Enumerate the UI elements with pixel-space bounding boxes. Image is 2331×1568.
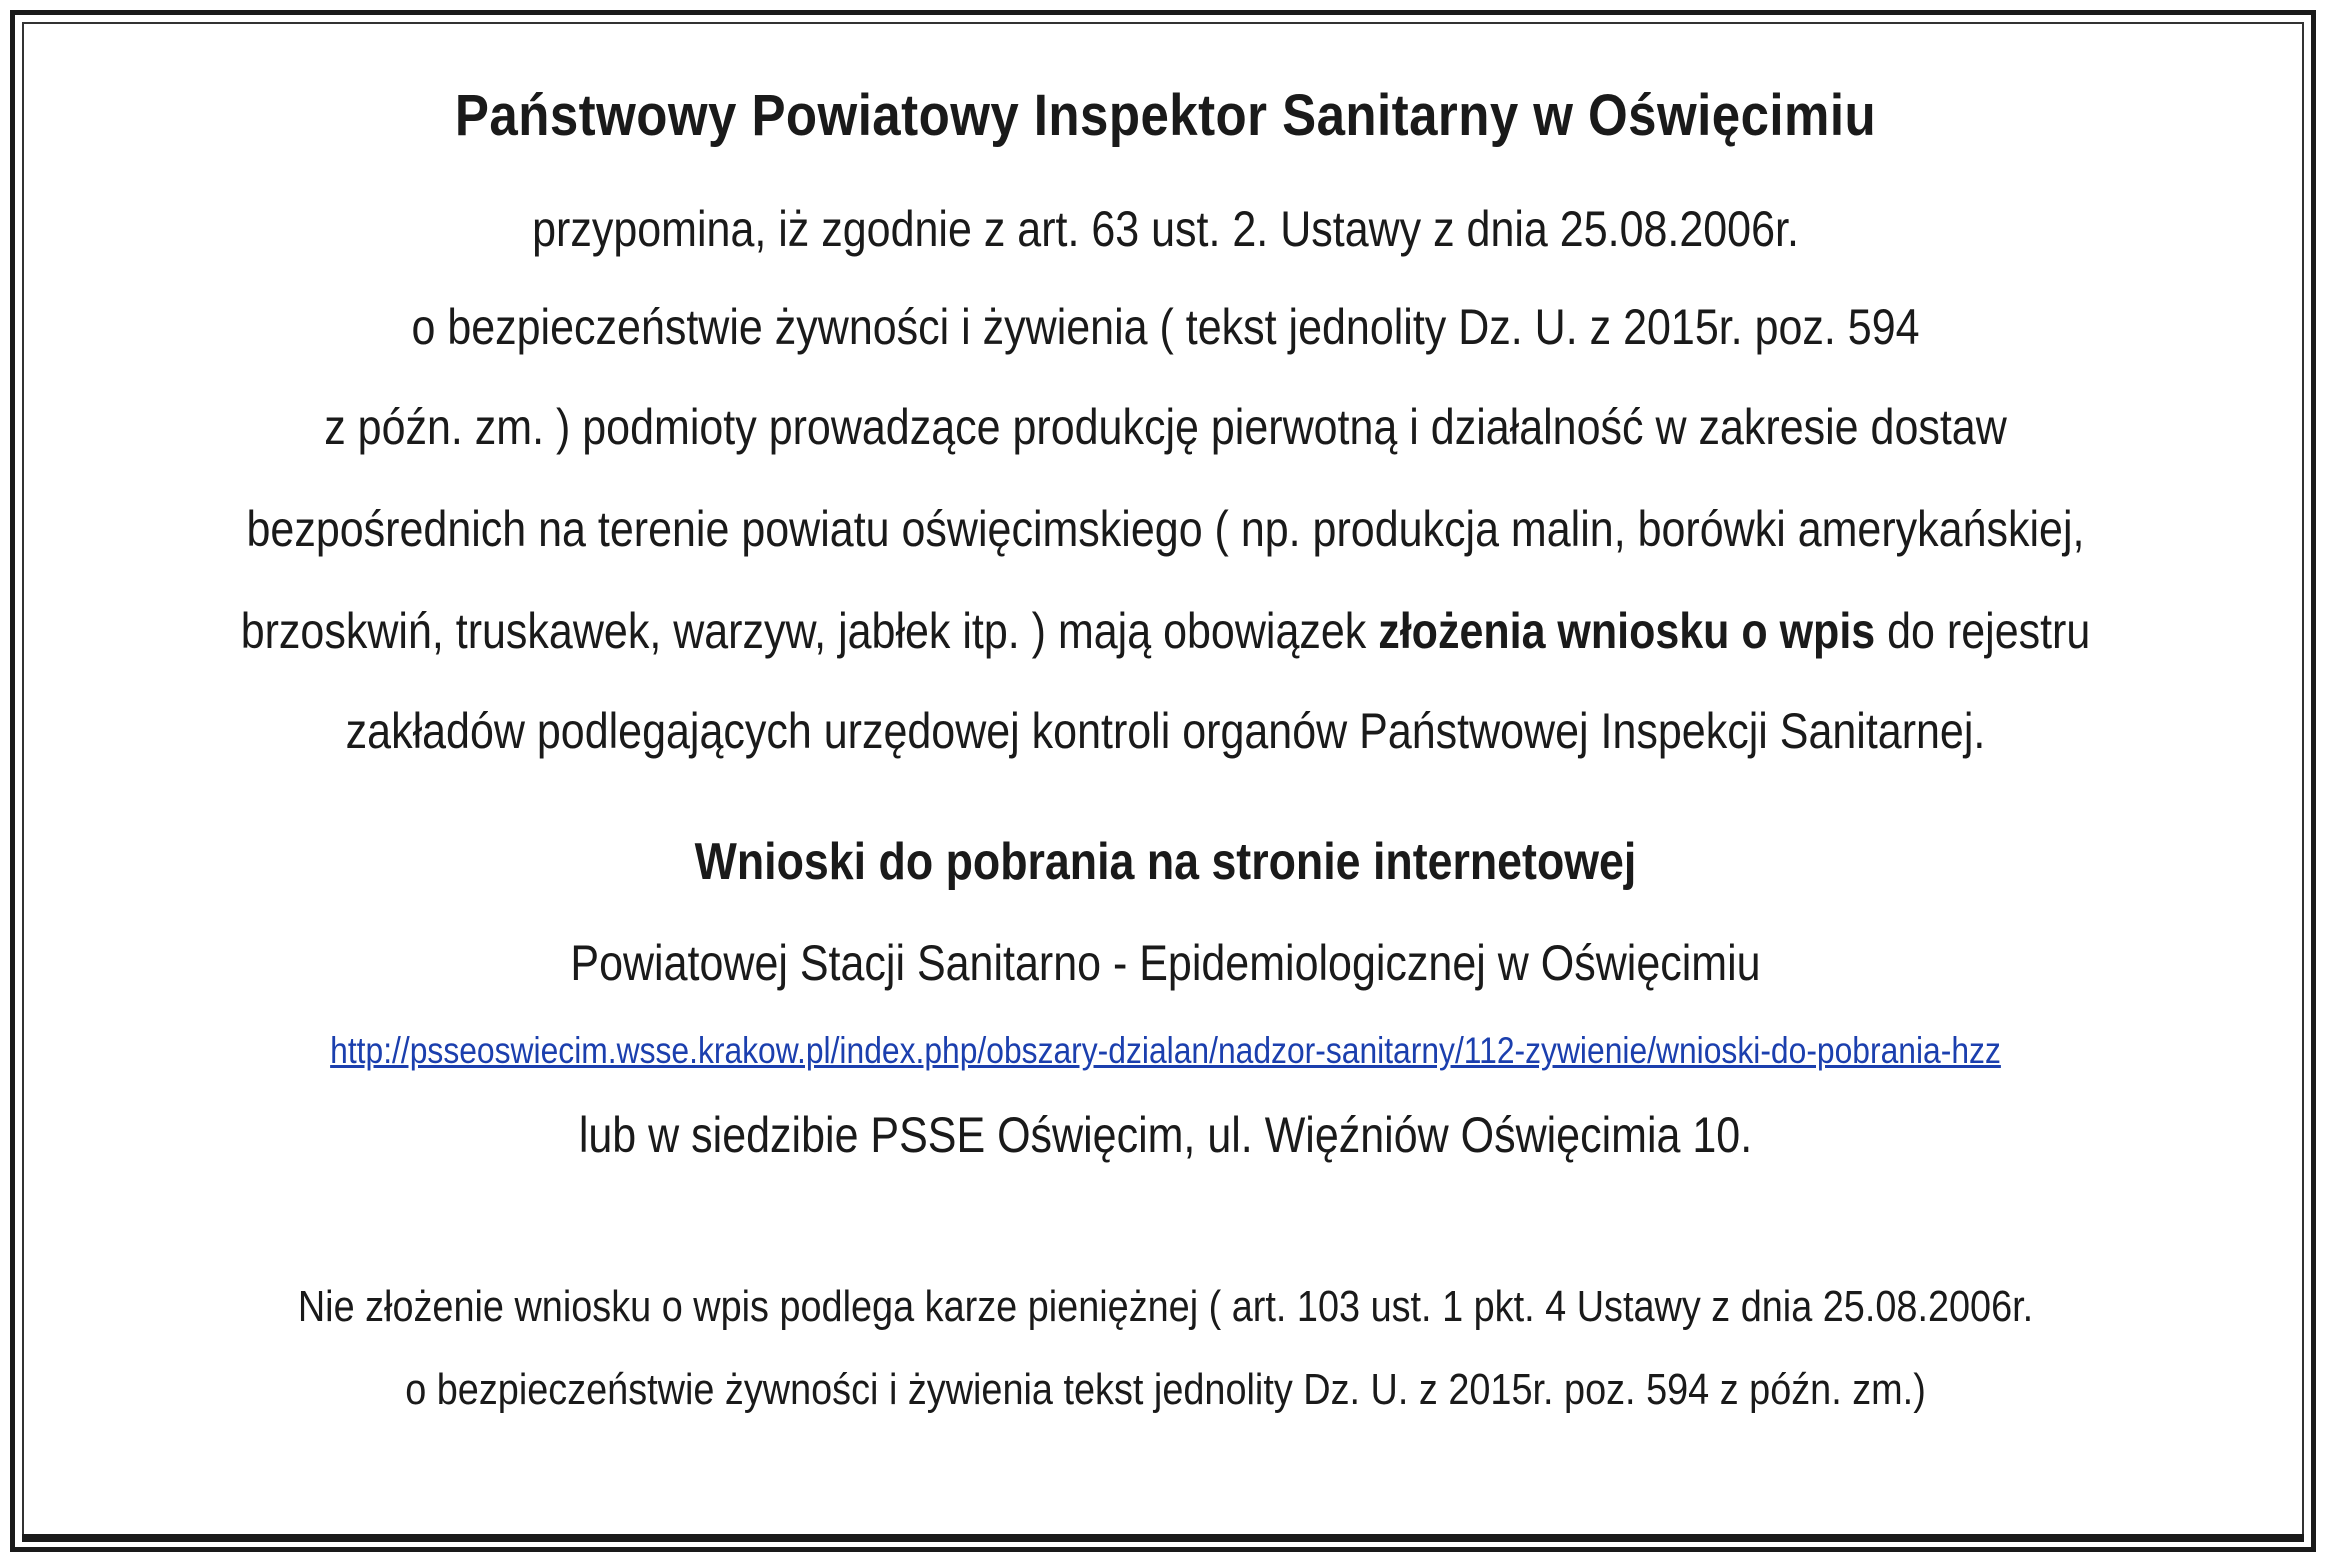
obligation-emphasis: złożenia wniosku o wpis <box>1378 603 1876 659</box>
paragraph-line-5-start: brzoskwiń, truskawek, warzyw, jabłek itp. ) mają obowiązek <box>240 603 1379 659</box>
download-heading: Wnioski do pobrania na stronie internetowej <box>694 833 1637 891</box>
paragraph-line-6: zakładów podlegających urzędowej kontroli organów Państwowej Inspekcji Sanitarnej. <box>345 703 1986 759</box>
notice-title: Państwowy Powiatowy Inspektor Sanitarny w Oświęcimiu <box>454 83 1877 148</box>
footnote-line-2: o bezpieczeństwie żywności i żywienia tekst jednolity Dz. U. z 2015r. poz. 594 z późn. zm.) <box>405 1365 1926 1414</box>
download-link[interactable]: http://psseoswiecim.wsse.krakow.pl/index.php/obszary-dzialan/nadzor-sanitarny/112-zywienie/wnioski-do-pobrania-hzz <box>330 1030 2001 1071</box>
paragraph-line-4: bezpośrednich na terenie powiatu oświęcimskiego ( np. produkcja malin, borówki amerykańskiej, <box>246 501 2085 557</box>
paragraph-line-2: o bezpieczeństwie żywności i żywienia ( tekst jednolity Dz. U. z 2015r. poz. 594 <box>411 299 1920 355</box>
paragraph-line-5 <box>198 602 2134 660</box>
station-name: Powiatowej Stacji Sanitarno - Epidemiologicznej w Oświęcimiu <box>570 935 1761 991</box>
paragraph-line-5-end: do rejestru <box>1875 603 2091 659</box>
footnote-line-1: Nie złożenie wniosku o wpis podlega karze pieniężnej ( art. 103 ust. 1 pkt. 4 Ustawy z dnia 25.08.2006r. <box>297 1282 2034 1331</box>
office-address: lub w siedzibie PSSE Oświęcim, ul. Więźniów Oświęcimia 10. <box>578 1107 1753 1163</box>
bottom-rule <box>22 1534 2304 1542</box>
paragraph-line-1: przypomina, iż zgodnie z art. 63 ust. 2. Ustawy z dnia 25.08.2006r. <box>532 201 1799 257</box>
paragraph-line-3: z późn. zm. ) podmioty prowadzące produkcję pierwotną i działalność w zakresie dostaw <box>324 399 2007 455</box>
